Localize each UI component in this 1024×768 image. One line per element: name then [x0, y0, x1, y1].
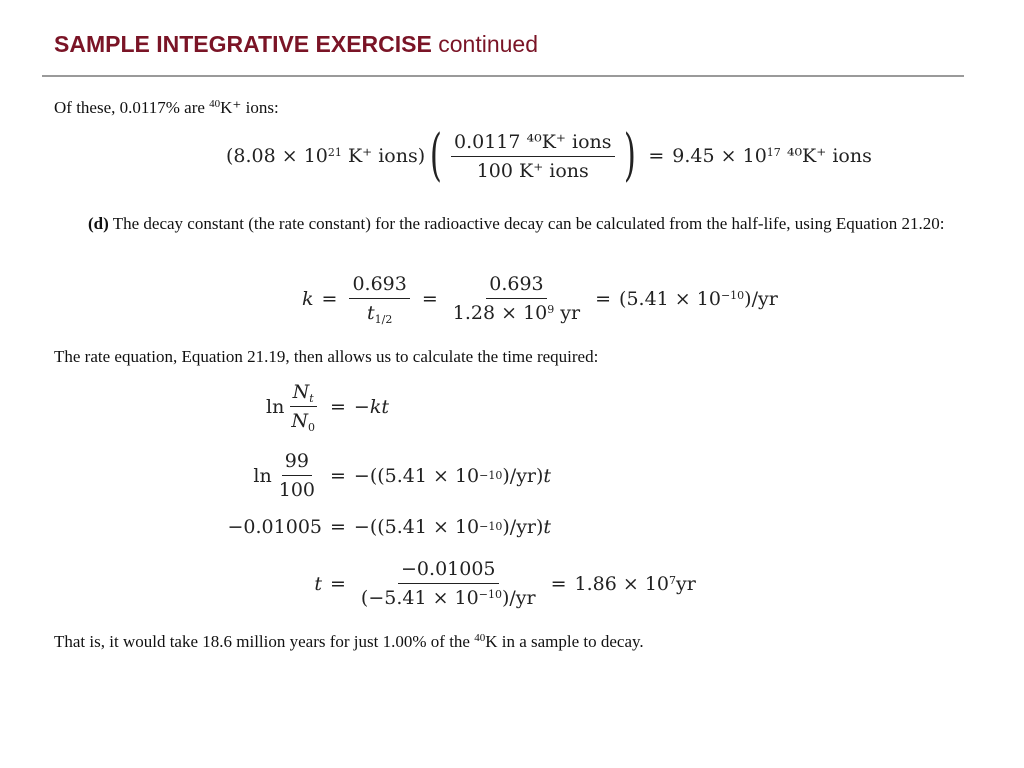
eq6-fraction: [358, 557, 539, 610]
eq2-equals-3: =: [595, 287, 612, 310]
equation-ln-kt: [72, 380, 389, 433]
eq2-k: k: [302, 287, 314, 310]
eq6-lhs: t: [314, 572, 322, 595]
eq4-den: 100: [278, 479, 315, 501]
rate-equation-text: The rate equation, Equation 21.19, then allows us to calculate the time required:: [54, 347, 599, 366]
part-d-paragraph: [54, 212, 954, 236]
title-bold: SAMPLE INTEGRATIVE EXERCISE: [54, 31, 432, 57]
eq3-rhs: −kt: [353, 395, 389, 418]
eq6-equals-2: =: [550, 572, 567, 595]
eq2-num-1: 0.693: [349, 272, 409, 299]
equation-rate-constant: [302, 272, 778, 325]
eq1-open-paren: (: [430, 123, 443, 188]
eq4-equals: =: [330, 464, 346, 487]
conclusion-text: [54, 630, 644, 653]
equation-ions: [226, 123, 872, 188]
title-continued: continued: [438, 31, 538, 57]
equation-ln-99-100: [72, 449, 551, 502]
eq6-num: −0.01005: [398, 557, 499, 584]
eq6-den: $(-5.41 \times 10^{-10})/yr$: [360, 587, 536, 609]
intro-prefix: Of these, 0.0117% are: [54, 98, 210, 117]
equation-time: [72, 557, 696, 610]
eq5-lhs: −0.01005: [227, 516, 322, 538]
conclusion-prefix: That is, it would take 18.6 million years for just 1.00% of the: [54, 632, 475, 651]
equation-minus-001005: [72, 516, 551, 538]
intro-text: [54, 96, 279, 119]
eq1-equals: =: [648, 145, 665, 167]
eq6-result: $1.86 \times 10^7yr$: [574, 572, 696, 595]
intro-suffix: K⁺ ions:: [220, 98, 279, 117]
page-title: [54, 31, 538, 58]
eq1-numerator: 0.0117 ⁴⁰K⁺ ions: [451, 130, 615, 157]
eq2-fraction-2: [450, 272, 583, 325]
eq3-den: $N_0$: [291, 410, 315, 434]
eq4-num: 99: [282, 449, 312, 476]
eq1-fraction: [451, 130, 615, 183]
eq2-fraction-1: [349, 272, 409, 325]
title-divider: [42, 75, 964, 77]
eq4-rhs: −((5.41 × 10 −10 )/yr) t: [353, 464, 552, 487]
eq6-equals-1: =: [330, 572, 346, 595]
eq2-equals-2: =: [421, 287, 438, 310]
eq5-equals: =: [330, 516, 346, 538]
conclusion-sup: 40: [474, 632, 486, 644]
conclusion-suffix: K in a sample to decay.: [485, 632, 644, 651]
part-d-text: The decay constant (the rate constant) for the radioactive decay can be calculated from the half-life, using Equation 21.20:: [108, 214, 945, 233]
eq2-result: $(5.41 \times 10^{-10})/yr$: [619, 287, 778, 310]
eq2-equals-1: =: [321, 287, 338, 310]
eq1-close-paren: ): [623, 123, 636, 188]
eq4-lhs: [72, 449, 322, 502]
intro-sup: 40: [209, 98, 221, 110]
eq3-num: $N_t$: [290, 380, 317, 407]
eq3-ln: ln: [266, 395, 285, 418]
eq3-fraction: [288, 380, 318, 433]
eq4-fraction: [276, 449, 318, 502]
eq2-den-2: $1.28 \times 10^9$ yr: [452, 302, 581, 324]
part-d-label: (d): [88, 214, 109, 233]
eq5-rhs: −((5.41 × 10 −10 )/yr) t: [353, 516, 552, 538]
eq3-lhs: [72, 380, 322, 433]
eq1-denominator: 100 K⁺ ions: [476, 159, 589, 182]
eq1-rhs: $9.45 \times 10^{17}$ ⁴⁰K⁺ ions: [672, 145, 872, 167]
eq1-lhs: ($8.08 \times 10^{21}$ K⁺ ions): [226, 145, 426, 167]
eq4-ln: ln: [253, 464, 272, 487]
eq2-num-2: 0.693: [486, 272, 546, 299]
eq3-equals: =: [330, 395, 346, 418]
eq2-den-1: $t_{1/2}$: [366, 302, 393, 326]
